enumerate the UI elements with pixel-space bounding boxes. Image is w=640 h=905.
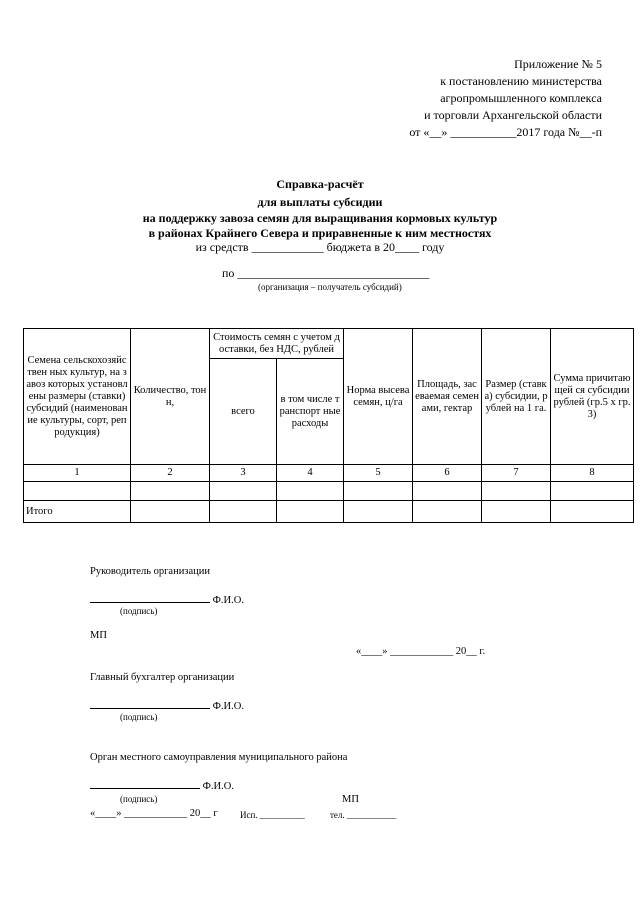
signature-line[interactable] [90,778,200,789]
table-number-row [24,465,634,482]
municipal-date-field: «____» ____________ 20__ г [90,808,218,819]
table-cell[interactable] [210,501,277,523]
column-number: 2 [131,465,210,482]
header-cost-transport: в том числе транспорт ные расходы [277,359,344,465]
header-area: Площадь, засеваемая семенами, гектар [413,329,482,465]
table-cell[interactable] [482,501,551,523]
table-header-row [24,329,634,359]
header-cost: Стоимость семян с учетом доставки, без НДС, рублей [210,329,344,359]
municipal-signature-field [90,778,234,792]
subsidy-table [23,328,634,523]
table-cell[interactable] [344,501,413,523]
document-title: Справка-расчёт [276,177,364,191]
phone-field: тел. ___________ [330,810,397,820]
municipal-sign-caption: (подпись) [120,794,158,804]
signature-line[interactable] [90,698,210,709]
date-field: «____» ____________ 20__ г. [356,646,486,657]
stamp-label: МП [342,794,359,805]
head-signature-field [90,592,244,606]
column-number: 1 [24,465,131,482]
header-seeding-rate: Норма высева семян, ц/га [344,329,413,465]
column-number: 3 [210,465,277,482]
table-row [24,482,634,501]
header-rate: Размер (ставка) субсидии, рублей на 1 га. [482,329,551,465]
accountant-sign-caption: (подпись) [120,712,158,722]
column-number: 4 [277,465,344,482]
header-seeds: Семена сельскохозяйствен ных культур, на завоз которых установлены размеры (ставки) субсидий (наименование культуры, сорт, репродукция) [24,329,131,465]
column-number: 6 [413,465,482,482]
budget-line: из средств ____________ бюджета в 20____ году [195,240,445,254]
table-cell[interactable] [210,482,277,501]
stamp-label: МП [90,630,107,641]
executor-field: Исп. __________ [240,810,305,820]
accountant-fio-label: Ф.И.О. [212,701,244,712]
appendix-line: и торговли Архангельской области [424,108,602,122]
table-cell[interactable] [551,482,634,501]
header-quantity: Количество, тонн, [131,329,210,465]
head-fio-label: Ф.И.О. [212,595,244,606]
table-cell[interactable] [551,501,634,523]
appendix-number: Приложение № 5 [514,57,602,71]
head-label: Руководитель организации [90,566,210,577]
table-cell[interactable] [482,482,551,501]
header-cost-total: всего [210,359,277,465]
document-title-line: для выплаты субсидии [257,195,383,209]
header-subsidy-sum: Сумма причитающей ся субсидии рублей (гр.5 х гр.3) [551,329,634,465]
accountant-label: Главный бухгалтер организации [90,672,235,683]
table-total-row [24,501,634,523]
recipient-caption: (организация – получатель субсидий) [258,282,402,292]
recipient-field: по ________________________________ [222,266,430,280]
table-cell[interactable] [131,501,210,523]
appendix-date-line: от «__» ___________2017 года №__-п [409,125,602,139]
table-cell[interactable] [277,501,344,523]
accountant-signature-field [90,698,244,712]
table-cell[interactable] [277,482,344,501]
table-cell[interactable] [24,482,131,501]
table-cell[interactable] [413,501,482,523]
appendix-line: агропромышленного комплекса [440,91,602,105]
column-number: 5 [344,465,413,482]
appendix-line: к постановлению министерства [440,74,602,88]
column-number: 7 [482,465,551,482]
document-title-line: на поддержку завоза семян для выращивания кормовых культур [142,211,498,225]
municipal-fio-label: Ф.И.О. [202,781,234,792]
municipal-label: Орган местного самоуправления муниципального района [90,752,348,763]
signature-line[interactable] [90,592,210,603]
table-cell[interactable] [131,482,210,501]
document-title-line: в районах Крайнего Севера и приравненные к ним местностях [148,226,492,240]
column-number: 8 [551,465,634,482]
total-label: Итого [24,501,131,523]
head-sign-caption: (подпись) [120,606,158,616]
table-cell[interactable] [413,482,482,501]
table-cell[interactable] [344,482,413,501]
